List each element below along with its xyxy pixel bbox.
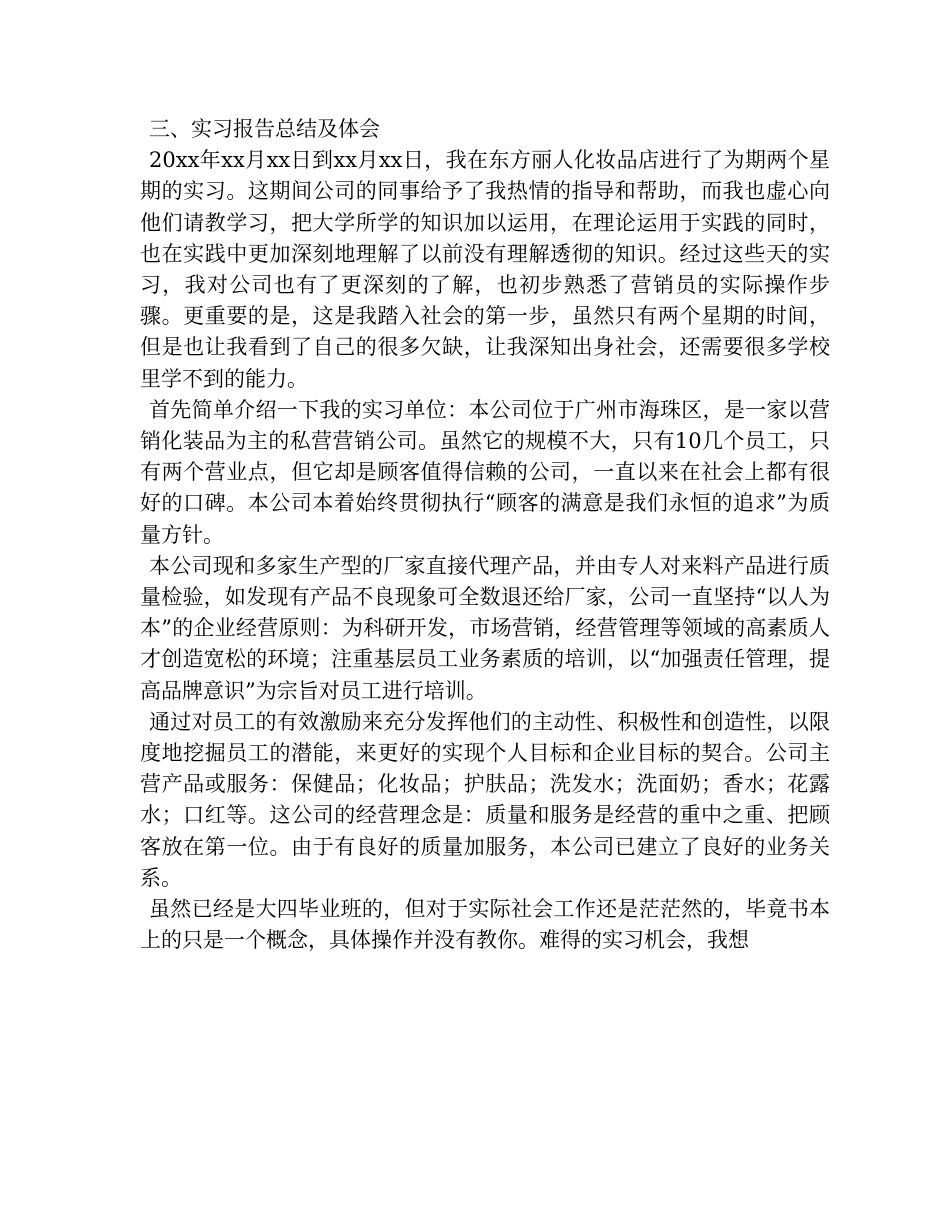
paragraph-company-principles: 本公司现和多家生产型的厂家直接代理产品，并由专人对来料产品进行质量检验，如发现有产品不良现象可全数退还给厂家，公司一直坚持“以人为本”的企业经营原则：为科研开发，市场营销，经营管理等领域的高素质人才创造宽松的环境；注重基层员工业务素质的培训，以“加强责任管理，提高品牌意识”为宗旨对员工进行培训。 <box>140 553 830 703</box>
section-heading: 三、实习报告总结及体会 <box>149 117 380 141</box>
paragraph-personal-reflection: 虽然已经是大四毕业班的，但对于实际社会工作还是茫茫然的，毕竟书本上的只是一个概念，具体操作并没有教你。难得的实习机会，我想 <box>140 897 830 953</box>
paragraph-internship-summary: 20xx年xx月xx日到xx月xx日，我在东方丽人化妆品店进行了为期两个星期的实习。这期间公司的同事给予了我热情的指导和帮助，而我也虚心向他们请教学习，把大学所学的知识加以运用，在理论运用于实践的同时，也在实践中更加深刻地理解了以前没有理解透彻的知识。经过这些天的实习，我对公司也有了更深刻的了解，也初步熟悉了营销员的实际操作步骤。更重要的是，这是我踏入社会的第一步，虽然只有两个星期的时间，但是也让我看到了自己的很多欠缺，让我深知出身社会，还需要很多学校里学不到的能力。 <box>140 148 830 391</box>
document-body <box>140 114 830 956</box>
paragraph-company-products: 通过对员工的有效激励来充分发挥他们的主动性、积极性和创造性，以限度地挖掘员工的潜能，来更好的实现个人目标和企业目标的契合。公司主营产品或服务：保健品；化妆品；护肤品；洗发水；洗面奶；香水；花露水；口红等。这公司的经营理念是：质量和服务是经营的重中之重、把顾客放在第一位。由于有良好的质量加服务，本公司已建立了良好的业务关系。 <box>140 709 830 890</box>
paragraph-company-intro: 首先简单介绍一下我的实习单位：本公司位于广州市海珠区，是一家以营销化装品为主的私营营销公司。虽然它的规模不大，只有10几个员工，只有两个营业点，但它却是顾客值得信赖的公司，一直以来在社会上都有很好的口碑。本公司本着始终贯彻执行“顾客的满意是我们永恒的追求”为质量方针。 <box>140 397 830 547</box>
